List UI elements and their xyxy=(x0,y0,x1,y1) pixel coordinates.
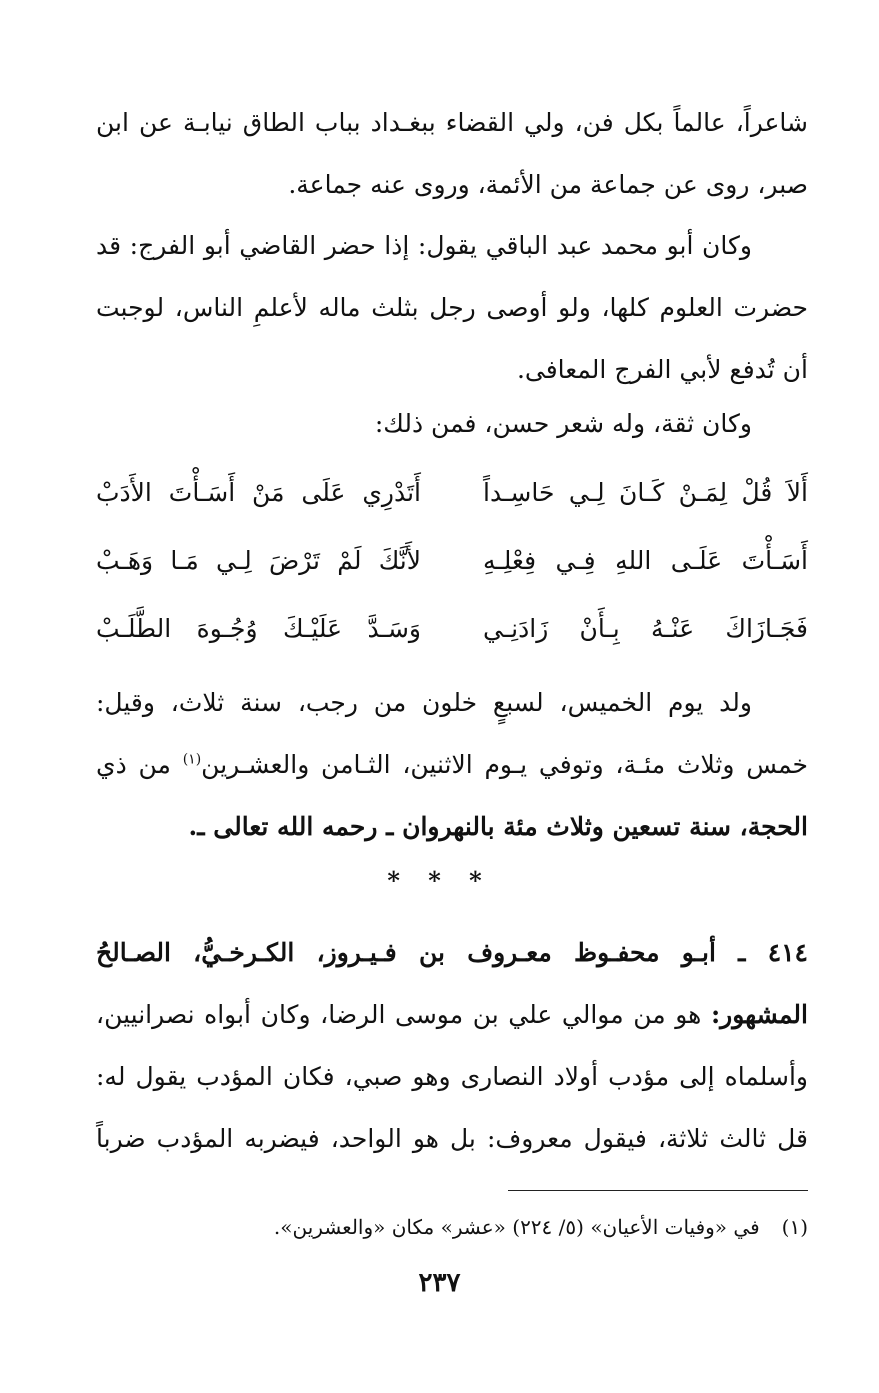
paragraph-continuation xyxy=(96,92,808,216)
poem-first-hemistich: أَلاَ قُلْ لِمَـنْ كَـانَ لِـي حَاسِـداً xyxy=(483,477,808,507)
poem-verse xyxy=(96,594,808,662)
poem-first-hemistich: فَجَـازَاكَ عَنْـهُ بِـأَنْ زَادَنِـي xyxy=(483,613,808,643)
text-segment: خمس وثلاث مئـة، وتوفي يـوم الاثنين، الثـامن والعشـرين xyxy=(201,750,808,779)
text-line xyxy=(96,734,808,796)
text-line: ولد يوم الخميس، لسبعٍ خلون من رجب، سنة ثلاث، وقيل: xyxy=(96,688,752,717)
poem-second-hemistich: لأَنَّكَ لَمْ تَرْضَ لِـي مَـا وَهَـبْ xyxy=(96,545,421,575)
poem-second-hemistich: أَتَدْرِي عَلَى مَنْ أَسَـأْتَ الأَدَبْ xyxy=(96,477,421,507)
text-line: حضرت العلوم كلها، ولو أوصى رجل بثلث ماله لأعلمِ الناس، لوجبت xyxy=(96,293,808,322)
text-line xyxy=(96,984,808,1046)
footnote-number: (١) xyxy=(781,1215,808,1239)
entry-414 xyxy=(96,922,808,1170)
footnote xyxy=(96,1207,808,1247)
footnote-text: في «وفيات الأعيان» (٥/ ٢٢٤) «عشر» مكان «والعشرين». xyxy=(273,1215,760,1239)
text-line: قل ثالث ثلاثة، فيقول معروف: بل هو الواحد، فيضربه المؤدب ضرباً xyxy=(96,1124,809,1153)
text-line: وكان أبو محمد عبد الباقي يقول: إذا حضر القاضي أبو الفرج: قد xyxy=(96,231,752,260)
poem-first-hemistich: أَسَـأْتَ عَلَـى اللهِ فِـي فِعْلِـهِ xyxy=(483,545,808,575)
footnote-reference[interactable]: (١) xyxy=(182,751,202,768)
paragraph-birth-death xyxy=(96,672,808,858)
section-separator: * * * xyxy=(387,866,492,895)
text-line: شاعراً، عالماً بكل فن، ولي القضاء ببغـداد بباب الطاق نيابـة عن ابن xyxy=(96,108,808,137)
text-segment: هو من موالي علي بن موسى الرضا، وكان أبواه نصرانيين، xyxy=(96,1000,711,1029)
poem xyxy=(96,458,808,662)
text-segment: من ذي xyxy=(96,750,183,779)
text-line: وكان ثقة، وله شعر حسن، فمن ذلك: xyxy=(374,409,752,438)
paragraph-quote xyxy=(96,215,808,401)
entry-heading: ٤١٤ ـ أبـو محفـوظ معـروف بن فـيـروز، الكـرخـيُّ، الصـالحُ xyxy=(96,938,808,967)
entry-heading-continuation: المشهور: xyxy=(710,1000,808,1029)
paragraph-poetry-intro xyxy=(96,393,808,455)
page-number: ٢٣٧ xyxy=(418,1268,461,1298)
poem-verse xyxy=(96,458,808,526)
text-line: أن تُدفع لأبي الفرج المعافى. xyxy=(516,355,808,384)
text-line: وأسلماه إلى مؤدب أولاد النصارى وهو صبي، فكان المؤدب يقول له: xyxy=(96,1062,809,1091)
poem-second-hemistich: وَسَـدَّ عَلَيْـكَ وُجُـوهَ الطَّلَـبْ xyxy=(96,613,421,643)
text-line: الحجة، سنة تسعين وثلاث مئة بالنهروان ـ رحمه الله تعالى ـ. xyxy=(188,812,808,841)
poem-verse xyxy=(96,526,808,594)
footnote-divider xyxy=(508,1190,808,1191)
text-line: صبر، روى عن جماعة من الأئمة، وروى عنه جماعة. xyxy=(288,170,808,199)
